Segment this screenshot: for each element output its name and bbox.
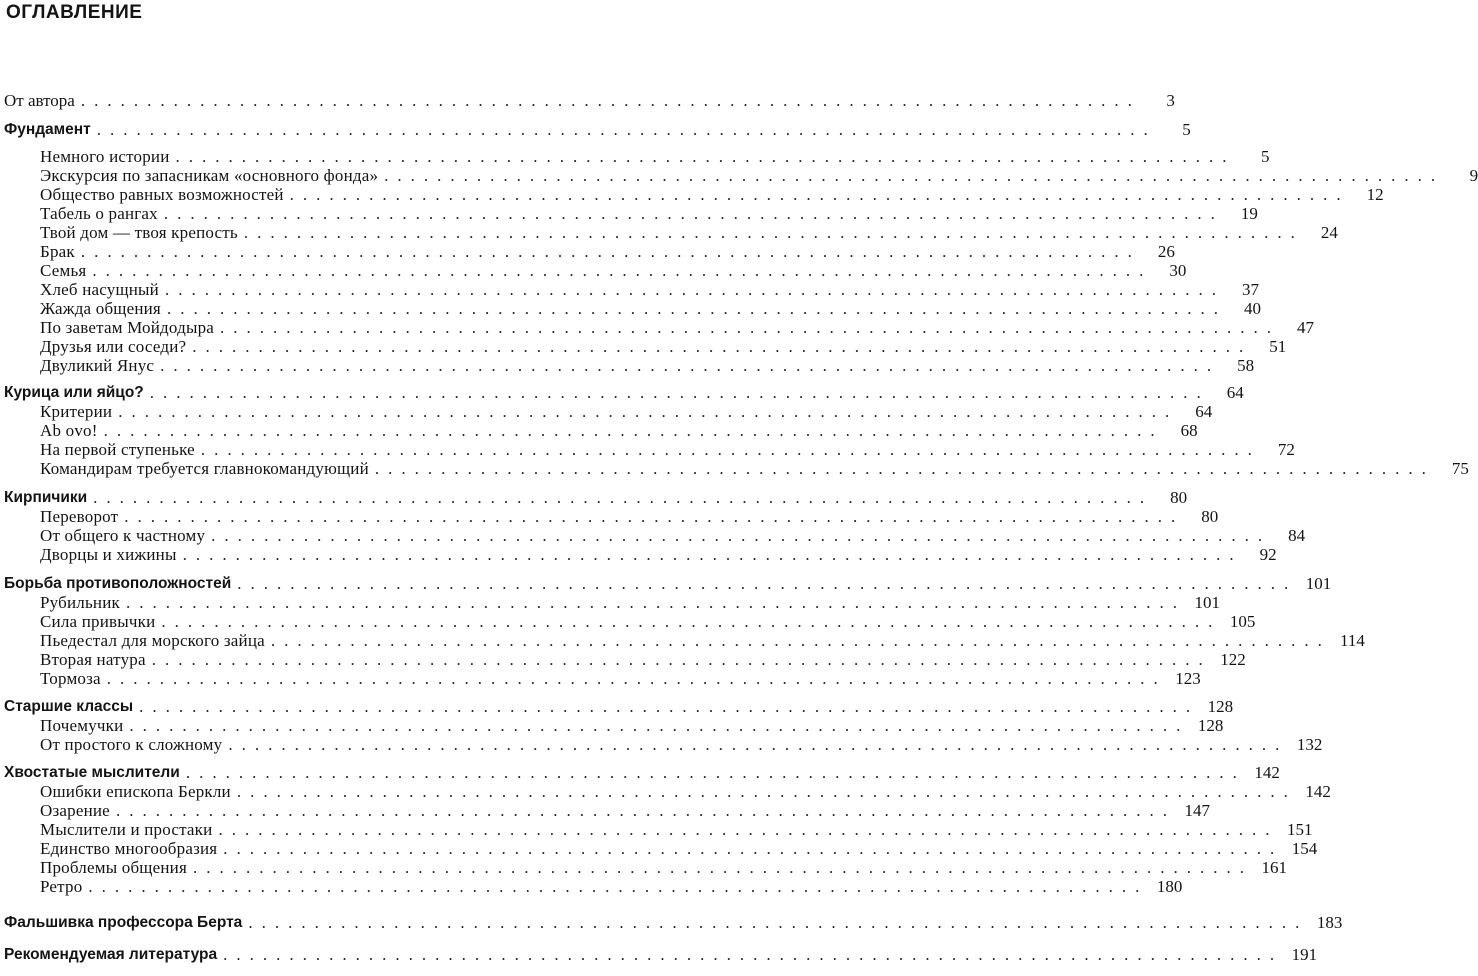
dot-leader: ................................................................................ (129, 716, 1190, 735)
toc-section (4, 763, 1280, 783)
toc-page-number: 19 (1240, 204, 1258, 223)
toc-entry (40, 801, 1210, 821)
page-title: ОГЛАВЛЕНИЕ (6, 2, 143, 23)
toc-entry-title: Фундамент (4, 121, 91, 138)
toc-page-number: 122 (1220, 650, 1246, 669)
toc-entry (40, 839, 1318, 859)
toc-entry (40, 877, 1183, 897)
toc-entry-title: Брак (40, 242, 75, 261)
toc-entry-title: Старшие классы (4, 698, 134, 715)
dot-leader: ................................................................................ (223, 945, 1284, 964)
dot-leader: ................................................................................ (243, 223, 1304, 242)
toc-page-number: 128 (1197, 716, 1224, 735)
dot-leader: ................................................................................ (211, 526, 1272, 545)
dot-leader: ................................................................................ (93, 488, 1154, 507)
dot-leader: ................................................................................ (163, 204, 1224, 223)
toc-page-number: 183 (1316, 913, 1343, 932)
toc-entry (40, 593, 1220, 613)
toc-entry (40, 356, 1255, 376)
dot-leader: ................................................................................ (228, 735, 1289, 754)
toc-entry-title: Рубильник (40, 593, 120, 612)
toc-entry-title: Проблемы общения (40, 858, 187, 877)
dot-leader: ................................................................................ (166, 299, 1227, 318)
toc-page-number: 64 (1195, 402, 1213, 421)
toc-entry (40, 716, 1224, 736)
toc-entry (40, 318, 1315, 338)
toc-entry (40, 261, 1187, 281)
toc-entry (40, 631, 1365, 651)
toc-entry-title: Мыслители и простаки (40, 820, 213, 839)
toc-entry (40, 204, 1258, 224)
dot-leader: ................................................................................ (139, 697, 1200, 716)
dot-leader: ................................................................................ (218, 820, 1279, 839)
toc-page-number: 40 (1243, 299, 1261, 318)
toc-entry (40, 440, 1295, 460)
toc-entry-title: Кирпичики (4, 489, 88, 506)
toc-entry (40, 185, 1384, 205)
toc-entry-title: Ошибки епископа Беркли (40, 782, 231, 801)
toc-entry-title: Почемучки (40, 716, 124, 735)
dot-leader: ................................................................................ (237, 574, 1298, 593)
toc-entry-title: Общество равных возможностей (40, 185, 284, 204)
toc-section (4, 697, 1234, 717)
toc-entry (40, 526, 1306, 546)
toc-page-number: 101 (1305, 574, 1332, 593)
toc-page-number: 161 (1261, 858, 1287, 877)
toc-page-number: 37 (1241, 280, 1259, 299)
toc-section (4, 488, 1188, 508)
toc-page-number: 123 (1175, 669, 1201, 688)
toc-entry (40, 650, 1246, 670)
toc-entry (40, 735, 1323, 755)
toc-page-number: 72 (1277, 440, 1295, 459)
dot-leader: ................................................................................ (161, 612, 1222, 631)
dot-leader: ................................................................................ (384, 166, 1445, 185)
dot-leader: ................................................................................ (96, 120, 1157, 139)
dot-leader: ................................................................................ (289, 185, 1350, 204)
toc-entry-title: Друзья или соседи? (40, 337, 187, 356)
toc-page-number: 128 (1207, 697, 1234, 716)
toc-page-number: 75 (1451, 459, 1469, 478)
dot-leader: ................................................................................ (118, 402, 1179, 421)
toc-entry-title: Ретро (40, 877, 83, 896)
toc-entry-title: От простого к сложному (40, 735, 223, 754)
toc-entry-title: Дворцы и хижины (40, 545, 177, 564)
toc-page-number: 180 (1156, 877, 1183, 896)
toc-entry-title: Семья (40, 261, 87, 280)
toc-page-number: 64 (1226, 383, 1244, 402)
toc-entry (40, 166, 1478, 186)
toc-page-number: 3 (1166, 91, 1175, 110)
dot-leader: ................................................................................ (160, 356, 1221, 375)
toc-entry (40, 337, 1287, 357)
dot-leader: ................................................................................ (80, 242, 1141, 261)
toc-entry-title: Двуликий Янус (40, 356, 155, 375)
toc-page-number: 47 (1297, 318, 1315, 337)
toc-section (4, 91, 1175, 111)
toc-page-number: 80 (1170, 488, 1188, 507)
toc-page-number: 80 (1201, 507, 1219, 526)
toc-page-number: 132 (1296, 735, 1323, 754)
toc-page-number: 58 (1237, 356, 1255, 375)
toc-entry-title: Озарение (40, 801, 110, 820)
toc-page-number: 30 (1169, 261, 1187, 280)
toc-entry (40, 669, 1201, 689)
toc-page-number: 142 (1305, 782, 1331, 801)
toc-entry (40, 459, 1469, 479)
dot-leader: ................................................................................ (192, 858, 1253, 877)
dot-leader: ................................................................................ (182, 545, 1243, 564)
toc-section (4, 574, 1332, 594)
dot-leader: ................................................................................ (270, 631, 1331, 650)
dot-leader: ................................................................................ (151, 650, 1212, 669)
dot-leader: ................................................................................ (103, 421, 1164, 440)
toc-page-number: 105 (1229, 612, 1256, 631)
toc-entry (40, 507, 1219, 527)
dot-leader: ................................................................................ (192, 337, 1253, 356)
dot-leader: ................................................................................ (200, 440, 1261, 459)
toc-page-number: 92 (1259, 545, 1277, 564)
toc-page-number: 151 (1286, 820, 1313, 839)
toc-entry-title: Вторая натура (40, 650, 146, 669)
toc-page-number: 68 (1180, 421, 1198, 440)
toc-entry-title: Борьба противоположностей (4, 575, 232, 592)
toc-page-number: 191 (1291, 945, 1318, 964)
dot-leader: ................................................................................ (106, 669, 1167, 688)
dot-leader: ................................................................................ (175, 147, 1236, 166)
toc-section (4, 945, 1318, 965)
dot-leader: ................................................................................ (374, 459, 1435, 478)
toc-entry-title: Экскурсия по запасникам «основного фонда» (40, 166, 379, 185)
dot-leader: ................................................................................ (80, 91, 1141, 110)
toc-entry-title: Переворот (40, 507, 119, 526)
toc-entry (40, 147, 1270, 167)
dot-leader: ................................................................................ (236, 782, 1297, 801)
dot-leader: ................................................................................ (185, 763, 1246, 782)
toc-entry (40, 612, 1256, 632)
toc-page-number: 12 (1366, 185, 1384, 204)
toc-entry-title: Командирам требуется главнокомандующий (40, 459, 369, 478)
toc-page-number: 84 (1288, 526, 1306, 545)
toc-page-number: 9 (1469, 166, 1478, 185)
toc-entry-title: Хвостатые мыслители (4, 764, 180, 781)
toc-entry-title: От общего к частному (40, 526, 206, 545)
dot-leader: ................................................................................ (149, 383, 1210, 402)
toc-entry (40, 545, 1277, 565)
toc-entry-title: Пьедестал для морского зайца (40, 631, 265, 650)
toc-page-number: 101 (1194, 593, 1220, 612)
toc-entry-title: Жажда общения (40, 299, 161, 318)
toc-entry-title: Курица или яйцо? (4, 384, 144, 401)
toc-entry-title: Ab ovo! (40, 421, 98, 440)
toc-entry-title: Критерии (40, 402, 113, 421)
toc-page-number: 24 (1320, 223, 1338, 242)
dot-leader: ................................................................................ (92, 261, 1153, 280)
toc-entry (40, 820, 1313, 840)
toc-entry-title: Табель о рангах (40, 204, 158, 223)
toc-entry (40, 242, 1175, 262)
toc-entry (40, 858, 1287, 878)
dot-leader: ................................................................................ (223, 839, 1284, 858)
toc-entry (40, 299, 1261, 319)
toc-section (4, 383, 1244, 403)
toc-section (4, 120, 1191, 140)
dot-leader: ................................................................................ (248, 913, 1309, 932)
toc-page-number: 5 (1261, 147, 1270, 166)
dot-leader: ................................................................................ (124, 507, 1185, 526)
toc-entry (40, 280, 1259, 300)
toc-entry (40, 223, 1338, 243)
toc-entry (40, 421, 1198, 441)
toc-page-number: 26 (1157, 242, 1175, 261)
toc-entry-title: Тормоза (40, 669, 101, 688)
toc-entry (40, 782, 1331, 802)
toc-entry-title: На первой ступеньке (40, 440, 195, 459)
toc-page-number: 147 (1184, 801, 1210, 820)
dot-leader: ................................................................................ (88, 877, 1149, 896)
toc-page-number: 114 (1340, 631, 1365, 650)
dot-leader: ................................................................................ (164, 280, 1225, 299)
toc-entry-title: Единство многообразия (40, 839, 218, 858)
toc-entry-title: От автора (4, 91, 75, 110)
toc-entry-title: Сила привычки (40, 612, 156, 631)
toc-entry-title: Хлеб насущный (40, 280, 159, 299)
toc-section (4, 913, 1343, 933)
toc-page-number: 142 (1254, 763, 1280, 782)
dot-leader: ................................................................................ (115, 801, 1176, 820)
dot-leader: ................................................................................ (220, 318, 1281, 337)
toc-entry-title: Твой дом — твоя крепость (40, 223, 238, 242)
toc-page-number: 154 (1291, 839, 1318, 858)
toc-entry-title: По заветам Мойдодыра (40, 318, 215, 337)
toc-entry-title: Немного истории (40, 147, 170, 166)
dot-leader: ................................................................................ (125, 593, 1186, 612)
toc-page-number: 5 (1182, 120, 1191, 139)
toc-entry-title: Рекомендуемая литература (4, 946, 218, 963)
toc-entry-title: Фальшивка профессора Берта (4, 914, 243, 931)
toc-page-number: 51 (1269, 337, 1287, 356)
toc-entry (40, 402, 1213, 422)
